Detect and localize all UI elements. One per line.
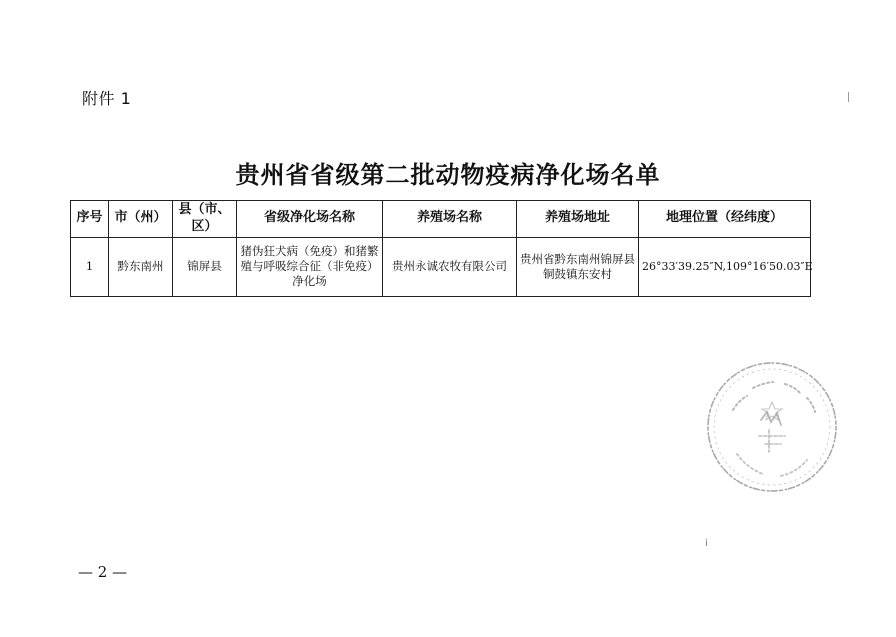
header-farm-name: 养殖场名称: [383, 201, 517, 238]
cell-farm-address: 贵州省黔东南州锦屏县铜鼓镇东安村: [517, 237, 639, 296]
document-title: 贵州省省级第二批动物疫病净化场名单: [235, 160, 661, 189]
header-farm-address: 养殖场地址: [517, 201, 639, 238]
header-purification-farm-name: 省级净化场名称: [237, 201, 383, 238]
cell-coordinates: 26°33′39.25″N,109°16′50.03″E: [639, 237, 811, 296]
farm-list-table: [70, 200, 811, 297]
cell-purification-farm-name: 猪伪狂犬病（免疫）和猪繁殖与呼吸综合征（非免疫）净化场: [237, 237, 383, 296]
official-seal-stamp: [703, 358, 841, 496]
scan-margin-mark: [848, 92, 849, 102]
header-coordinates: 地理位置（经纬度）: [639, 201, 811, 238]
table-header-row: [71, 201, 811, 238]
scan-speck: ⅰ: [705, 538, 708, 549]
cell-index: 1: [71, 237, 109, 296]
header-index: 序号: [71, 201, 109, 238]
cell-county: 锦屏县: [173, 237, 237, 296]
header-county: 县（市、区）: [173, 201, 237, 238]
cell-city: 黔东南州: [109, 237, 173, 296]
table-row: [71, 237, 811, 296]
page-number: — 2 —: [78, 563, 128, 581]
cell-farm-name: 贵州永诚农牧有限公司: [383, 237, 517, 296]
header-city: 市（州）: [109, 201, 173, 238]
attachment-label: 附件 1: [82, 89, 132, 108]
